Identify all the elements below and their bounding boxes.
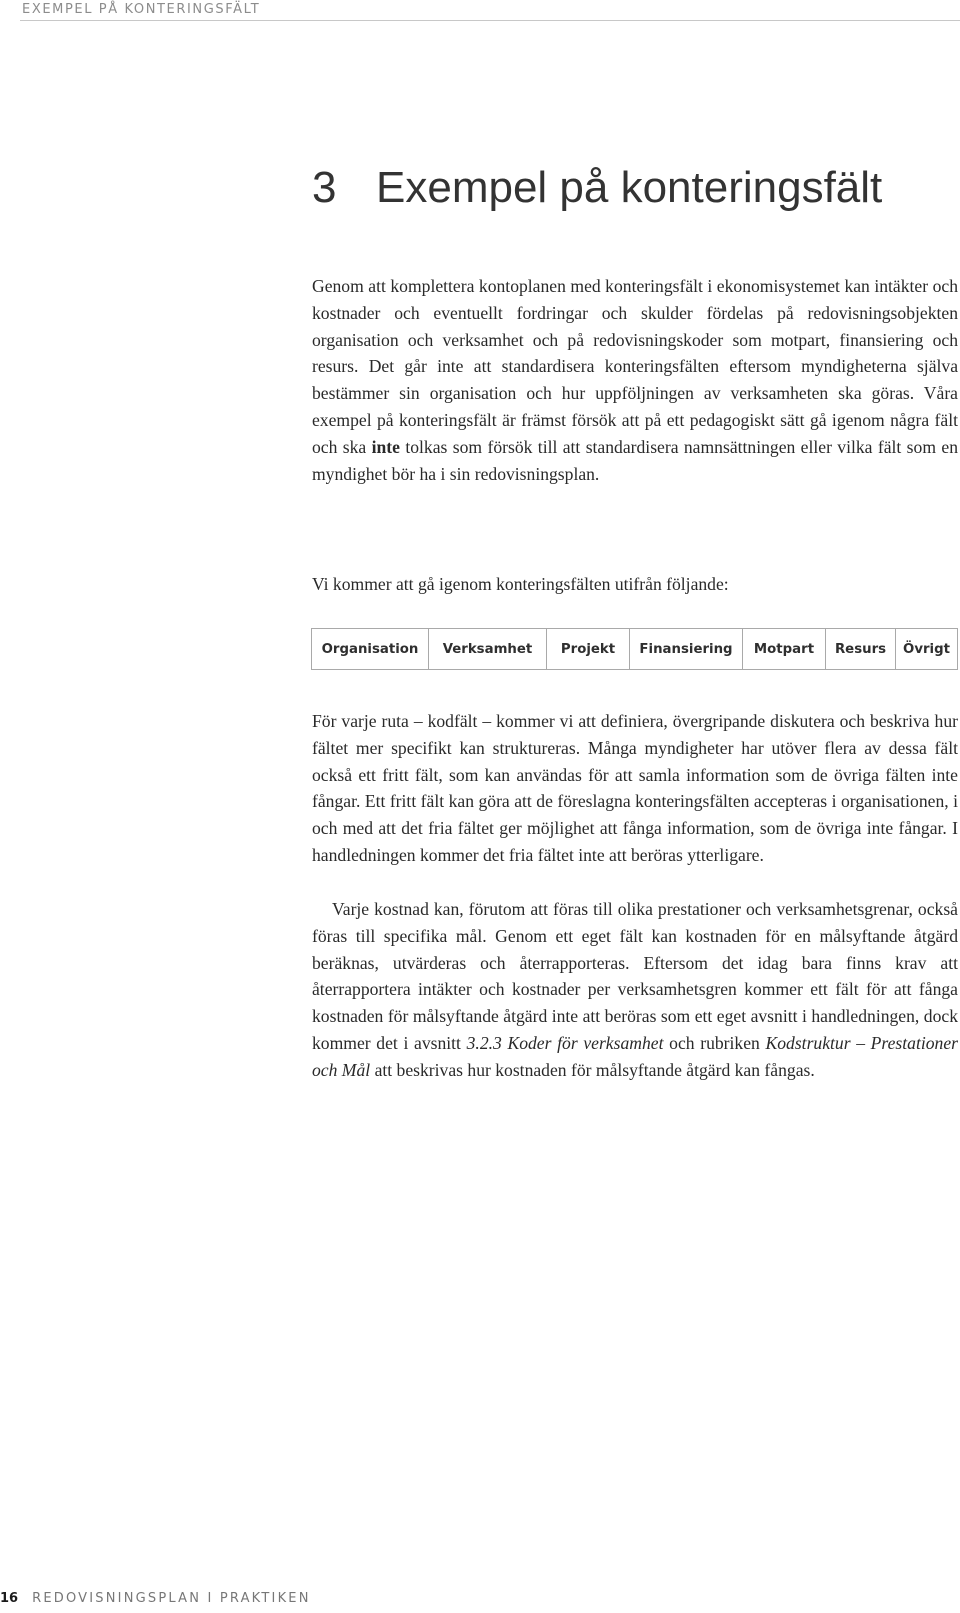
goals-text-middle: och rubriken (669, 1032, 760, 1053)
page-number: 16 (0, 1591, 19, 1606)
field-cell-ovrigt: Övrigt (903, 641, 950, 657)
section-reference: 3.2.3 Koder för verksamhet (466, 1032, 664, 1053)
chapter-title-text: Exempel på konteringsfält (376, 163, 883, 212)
field-description-paragraph: För varje ruta – kodfält – kommer vi att definiera, övergripande diskutera och beskriva hur fältet mer specifikt kan struktureras. Många myndigheter har utöver flera av dessa fält också ett fritt fält, som kan användas för att samla information som de övriga fälten inte fångar. Ett fritt fält kan göra att de föreslagna konteringsfälten accepteras i organisationen, i och med att det fria fältet ger möjlighet att fånga information, som de övriga inte fångar. I handledningen kommer det fria fältet inte att beröras ytterligare. (312, 711, 958, 865)
intro-paragraph (312, 273, 958, 487)
field-cell-finansiering: Finansiering (630, 629, 743, 669)
field-cell-projekt: Projekt (547, 629, 630, 669)
page-footer (0, 1591, 311, 1606)
intro-text-end: tolkas som försök till att standardisera namnsättningen eller vilka fält som en myndighet bör ha i sin redovisningsplan. (312, 436, 958, 484)
header-rule (20, 20, 960, 21)
book-title: REDOVISNINGSPLAN I PRAKTIKEN (32, 1591, 311, 1606)
intro-text-start: Genom att komplettera kontoplanen med konteringsfält i ekonomisystemet kan intäkter och kostnader och eventuellt fordringar och skulder fördelas på redovisningsobjekten organisation och verksamhet och på redovisningskoder som motpart, finansiering och resurs. Det går inte att standardisera konteringsfälten eftersom myndigheterna själva bestämmer sin organisation och hur uppföljningen av verksamheten ska göras. Våra exempel på konteringsfält är främst försök att på ett pedagogiskt sätt gå igenom några fält och ska (312, 276, 958, 457)
emphasis-inte: inte (371, 436, 400, 457)
chapter-title (312, 160, 882, 216)
field-cell-motpart: Motpart (743, 629, 826, 669)
goals-paragraph (312, 896, 958, 1084)
running-header: EXEMPEL PÅ KONTERINGSFÄLT (22, 2, 261, 17)
heading-reference: Kodstruktur – Prestationer och Mål (312, 1032, 958, 1080)
goals-text-end: att beskrivas hur kostnaden för målsyftande åtgärd kan fångas. (374, 1059, 815, 1080)
field-cell-resurs: Resurs (826, 629, 896, 669)
fields-table (311, 628, 958, 670)
fields-intro-paragraph: Vi kommer att gå igenom konteringsfälten utifrån följande: (312, 574, 729, 594)
goals-text-start: Varje kostnad kan, förutom att föras till olika prestationer och verksamhetsgrenar, också föras till specifika mål. Genom ett eget fält kan kostnaden för en målsyftande åtgärd beräknas, utvärderas och återrapporteras. Eftersom det idag bara finns krav att återrapportera intäkter och kostnader per verksamhetsgren kommer ett fält för att fånga kostnaden för målsyftande åtgärd inte att beröras som ett eget avsnitt i handledningen, dock kommer det i avsnitt (312, 899, 958, 1053)
field-cell-organisation: Organisation (312, 629, 429, 669)
field-cell-verksamhet: Verksamhet (429, 629, 547, 669)
chapter-number: 3 (312, 163, 337, 212)
